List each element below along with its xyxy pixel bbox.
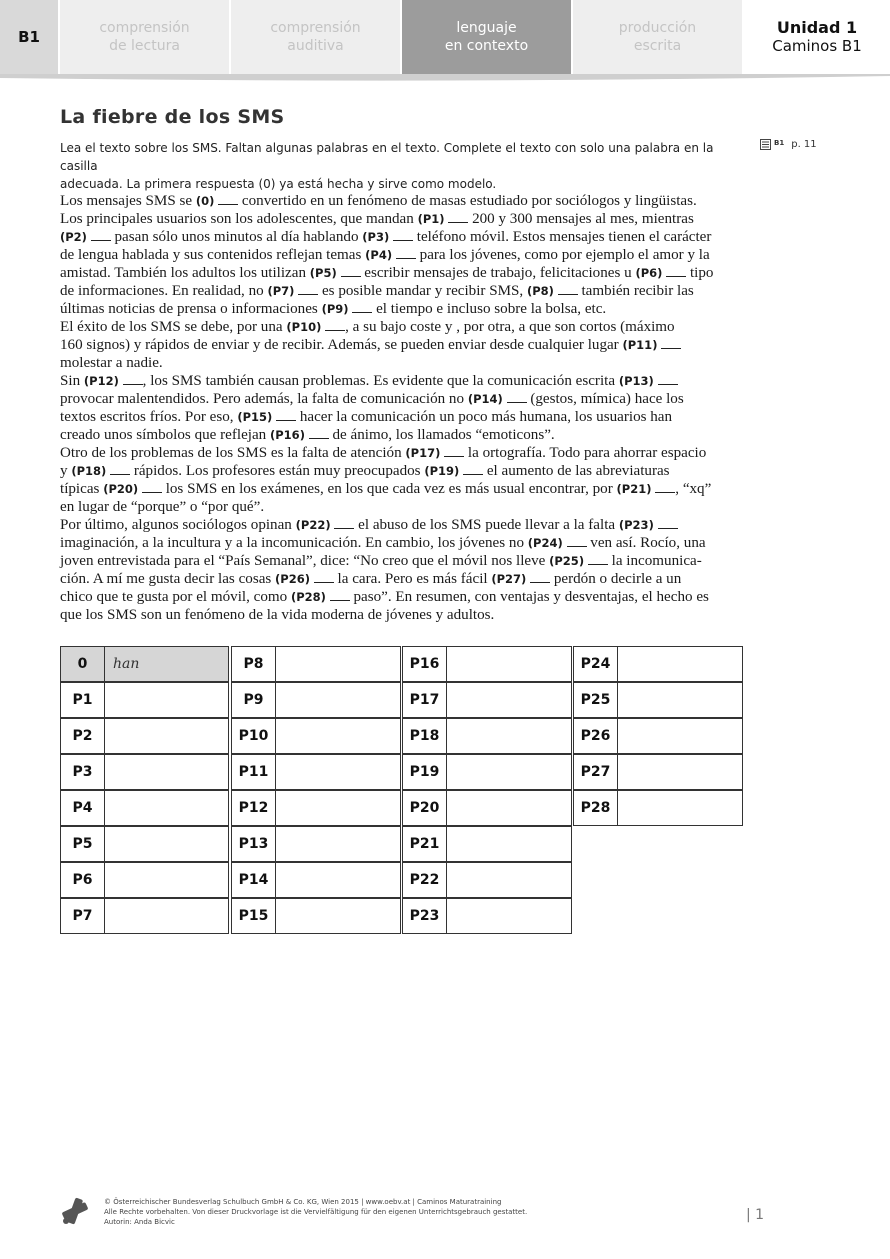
text-segment: Los mensajes SMS se [60, 193, 196, 209]
text-segment: en lugar de “porque” o “por qué”. [60, 499, 265, 515]
answer-field[interactable] [446, 646, 572, 682]
text-segment: textos escritos fríos. Por eso, [60, 409, 238, 425]
tab-label-line2: auditiva [287, 38, 344, 54]
gap-blank [218, 192, 238, 205]
text-segment: teléfono móvil. Estos mensajes tienen el carácter [413, 229, 712, 245]
text-line [60, 336, 750, 354]
instructions-line2: adecuada. La primera respuesta (0) ya está hecha y sirve como modelo. [60, 177, 497, 191]
text-segment: es posible mandar y recibir SMS, [318, 283, 527, 299]
gap-marker: (P9) [321, 302, 349, 316]
gap-marker: (P7) [267, 284, 295, 298]
answer-label: P12 [231, 790, 276, 826]
text-line [60, 390, 750, 408]
gap-marker: (P15) [237, 410, 273, 424]
tab-label-line2: de lectura [109, 38, 180, 54]
text-segment: también recibir las [577, 283, 694, 299]
answer-field[interactable] [617, 682, 743, 718]
text-line [60, 354, 750, 372]
answer-label: P23 [402, 898, 447, 934]
answer-label: P22 [402, 862, 447, 898]
gap-blank [142, 480, 162, 493]
text-segment: molestar a nadie. [60, 355, 163, 371]
text-line [60, 444, 750, 462]
answer-label: P5 [60, 826, 105, 862]
gap-marker: (P6) [635, 266, 663, 280]
gap-marker: (P2) [60, 230, 87, 244]
text-segment: el abuso de los SMS puede llevar a la falta [354, 517, 619, 533]
answer-label: P7 [60, 898, 105, 934]
text-line [60, 210, 750, 228]
answer-label: P6 [60, 862, 105, 898]
text-segment: ción. A mí me gusta decir las cosas [60, 571, 276, 587]
answer-field[interactable] [275, 862, 401, 898]
text-segment: el tiempo e incluso sobre la bolsa, etc. [372, 301, 607, 317]
text-segment: Sin [60, 373, 84, 389]
answer-label: P16 [402, 646, 447, 682]
gap-blank [298, 282, 318, 295]
text-segment: El éxito de los SMS se debe, por una [60, 319, 287, 335]
page-number: | 1 [746, 1207, 765, 1223]
answer-field[interactable] [275, 898, 401, 934]
text-segment: que los SMS son un fenómeno de la vida moderna de jóvenes y adultos. [60, 607, 495, 623]
gap-blank [530, 570, 550, 583]
answer-field[interactable] [617, 718, 743, 754]
answer-field[interactable] [446, 898, 572, 934]
text-line [60, 534, 750, 552]
text-segment: amistad. También los adultos los utilizan [60, 265, 310, 281]
answer-field[interactable] [275, 754, 401, 790]
answer-label: P14 [231, 862, 276, 898]
text-segment: y [60, 463, 72, 479]
text-segment: de lengua hablada y sus contenidos reflejan temas [60, 247, 366, 263]
tab-lenguaje-contexto[interactable] [402, 0, 571, 74]
gap-blank [444, 444, 464, 457]
text-segment: , “xq” [675, 481, 712, 497]
text-line [60, 192, 750, 210]
gap-marker: (P13) [618, 374, 654, 388]
book-reference [760, 139, 817, 150]
tab-label-line2: en contexto [444, 38, 529, 54]
text-segment: la incomunica- [607, 553, 702, 569]
gap-marker: (P14) [467, 392, 503, 406]
reference-level: B1 [774, 139, 785, 147]
text-line [60, 570, 750, 588]
gap-blank [448, 210, 468, 223]
answer-field[interactable] [104, 898, 229, 934]
answer-field[interactable] [617, 754, 743, 790]
gap-marker: (P10) [286, 320, 322, 334]
answer-label: P9 [231, 682, 276, 718]
answer-field[interactable] [446, 682, 572, 718]
gap-blank [396, 246, 416, 259]
text-segment: imaginación, a la incultura y a la incomunicación. En cambio, los jóvenes no [60, 535, 528, 551]
answer-field[interactable] [104, 790, 229, 826]
answer-label: P10 [231, 718, 276, 754]
text-segment: últimas noticias de prensa o informaciones [60, 301, 322, 317]
answer-field[interactable] [104, 754, 229, 790]
gap-blank [325, 318, 345, 331]
text-segment: escribir mensajes de trabajo, felicitaciones u [360, 265, 636, 281]
text-segment: de informaciones. En realidad, no [60, 283, 268, 299]
gap-marker: (P25) [549, 554, 585, 568]
answer-field[interactable] [617, 790, 743, 826]
gap-marker: (P23) [618, 518, 654, 532]
gap-blank [309, 426, 329, 439]
gap-blank [658, 516, 678, 529]
answer-field[interactable] [104, 862, 229, 898]
text-segment: tipo [686, 265, 714, 281]
answer-field[interactable] [104, 826, 229, 862]
text-segment: la ortografía. Todo para ahorrar espacio [464, 445, 707, 461]
gap-blank [91, 228, 111, 241]
text-segment: Otro de los problemas de los SMS es la falta de atención [60, 445, 406, 461]
gap-blank [334, 516, 354, 529]
answer-label: P26 [573, 718, 618, 754]
text-line [60, 282, 750, 300]
tab-label-line1: producción [618, 20, 697, 36]
level-badge: B1 [0, 0, 58, 74]
text-segment: los SMS en los exámenes, en los que cada vez es más usual encontrar, por [161, 481, 617, 497]
text-segment: provocar malentendidos. Pero además, la falta de comunicación no [60, 391, 468, 407]
text-line [60, 228, 750, 246]
tab-comprension-auditiva[interactable] [231, 0, 400, 74]
text-line [60, 516, 750, 534]
answer-label: P20 [402, 790, 447, 826]
gap-blank [110, 462, 130, 475]
gap-marker: (P20) [103, 482, 139, 496]
unit-subtitle: Caminos B1 [772, 37, 862, 55]
answer-label: P2 [60, 718, 105, 754]
text-segment: 200 y 300 mensajes al mes, mientras [468, 211, 694, 227]
gap-marker: (P26) [275, 572, 310, 586]
text-segment: para los jóvenes, como por ejemplo el amor y la [415, 247, 710, 263]
text-segment: creado unos símbolos que reflejan [60, 427, 270, 443]
instructions-line1: Lea el texto sobre los SMS. Faltan algunas palabras en el texto. Complete el texto con solo una palabra en la casilla [60, 141, 714, 173]
page-title: La fiebre de los SMS [60, 106, 285, 128]
gap-marker: (P17) [405, 446, 441, 460]
gap-marker: (P19) [424, 464, 460, 478]
gap-blank [658, 372, 678, 385]
reference-page: p. 11 [791, 139, 817, 150]
header-bar [0, 0, 890, 80]
tab-label-line1: comprensión [270, 20, 361, 36]
answer-label: P18 [402, 718, 447, 754]
header-swoosh [0, 74, 890, 82]
answer-field[interactable] [275, 682, 401, 718]
gap-blank [330, 588, 350, 601]
text-segment: convertido en un fenómeno de masas estudiado por sociólogos y lingüistas. [238, 193, 697, 209]
text-segment: pasan sólo unos minutos al día hablando [110, 229, 363, 245]
answer-label: P24 [573, 646, 618, 682]
text-segment: 160 signos) y rápidos de enviar y de recibir. Además, se pueden enviar desde cualquier lugar [60, 337, 623, 353]
gap-blank [661, 336, 681, 349]
answer-label: P19 [402, 754, 447, 790]
unit-label [744, 0, 890, 74]
gap-blank [588, 552, 608, 565]
answer-field[interactable] [275, 826, 401, 862]
text-segment: Los principales usuarios son los adolescentes, que mandan [60, 211, 418, 227]
text-line [60, 426, 750, 444]
answer-label: P27 [573, 754, 618, 790]
answer-label: P11 [231, 754, 276, 790]
answer-label: P28 [573, 790, 618, 826]
text-segment: perdón o decirle a un [550, 571, 682, 587]
text-segment: la cara. Pero es más fácil [333, 571, 492, 587]
answer-label: P15 [231, 898, 276, 934]
gap-marker: (P12) [83, 374, 119, 388]
footer-copyright: © Österreichischer Bundesverlag Schulbuch GmbH & Co. KG, Wien 2015 | www.oebv.at | Caminos Maturatraining Alle Rechte vorbehalten. Von dieser Druckvorlage ist die Vervielfältigung für den eigenen Unterrichtsgebrauch gestattet. Autorin: Anda Bicvic [104, 1198, 528, 1226]
answer-label: P1 [60, 682, 105, 718]
gap-blank [341, 264, 361, 277]
text-segment: Por último, algunos sociólogos opinan [60, 517, 296, 533]
text-line [60, 372, 750, 390]
text-line [60, 300, 750, 318]
text-line [60, 480, 750, 498]
text-line [60, 498, 750, 516]
answer-field[interactable] [617, 646, 743, 682]
text-segment: , los SMS también causan problemas. Es evidente que la comunicación escrita [142, 373, 619, 389]
gap-blank [314, 570, 334, 583]
text-segment: el aumento de las abreviaturas [483, 463, 670, 479]
gap-marker: (P16) [270, 428, 305, 442]
instructions [60, 139, 740, 193]
gap-marker: (P8) [526, 284, 554, 298]
answer-field[interactable] [104, 682, 229, 718]
text-segment: ven así. Rocío, una [586, 535, 706, 551]
text-segment: joven entrevistada para el “País Semanal”, dice: “No creo que el móvil nos lleve [60, 553, 550, 569]
tab-label-line2: escrita [633, 38, 682, 54]
gap-marker: (P1) [417, 212, 445, 226]
gap-marker: (P18) [71, 464, 107, 478]
gap-blank [655, 480, 675, 493]
gap-marker: (P5) [309, 266, 337, 280]
text-line [60, 318, 750, 336]
answer-label: P8 [231, 646, 276, 682]
text-line [60, 462, 750, 480]
gap-blank [507, 390, 527, 403]
text-segment: hacer la comunicación un poco más humana, los usuarios han [296, 409, 673, 425]
gap-blank [463, 462, 483, 475]
gap-blank [567, 534, 587, 547]
answer-label: P4 [60, 790, 105, 826]
answer-label: P21 [402, 826, 447, 862]
text-line [60, 264, 750, 282]
text-segment: , a su bajo coste y , por otra, a que son cortos (máximo [345, 319, 675, 335]
text-segment: chico que te gusta por el móvil, como [60, 589, 291, 605]
text-line [60, 606, 750, 624]
text-line [60, 588, 750, 606]
text-segment: de ánimo, los llamados “emoticons”. [328, 427, 555, 443]
tab-comprension-lectura[interactable] [60, 0, 229, 74]
answer-field[interactable] [275, 790, 401, 826]
tab-produccion-escrita[interactable] [573, 0, 742, 74]
gap-blank [666, 264, 686, 277]
gap-marker: (P11) [622, 338, 658, 352]
answer-field[interactable] [275, 646, 401, 682]
text-line [60, 408, 750, 426]
answer-label: P13 [231, 826, 276, 862]
answer-field[interactable] [446, 862, 572, 898]
answer-label: P17 [402, 682, 447, 718]
answer-field[interactable] [446, 754, 572, 790]
text-segment: rápidos. Los profesores están muy preocupados [130, 463, 425, 479]
text-segment: paso”. En resumen, con ventajas y desventajas, el hecho es [349, 589, 709, 605]
answer-label: P3 [60, 754, 105, 790]
gap-marker: (0) [195, 194, 215, 208]
gap-blank [393, 228, 413, 241]
gap-blank [558, 282, 578, 295]
answer-field: han [104, 646, 229, 682]
text-segment: típicas [60, 481, 104, 497]
cloze-text [60, 192, 750, 624]
gap-marker: (P22) [295, 518, 331, 532]
answer-field[interactable] [446, 826, 572, 862]
answer-field[interactable] [446, 718, 572, 754]
answer-label: 0 [60, 646, 105, 682]
gap-marker: (P21) [616, 482, 652, 496]
answer-label: P25 [573, 682, 618, 718]
answer-field[interactable] [104, 718, 229, 754]
gap-marker: (P24) [527, 536, 563, 550]
gap-marker: (P3) [362, 230, 390, 244]
book-icon [760, 139, 771, 150]
publisher-logo-icon [60, 1196, 90, 1226]
answer-field[interactable] [275, 718, 401, 754]
gap-marker: (P27) [491, 572, 527, 586]
tab-label-line1: lenguaje [456, 20, 517, 36]
text-line [60, 246, 750, 264]
gap-marker: (P28) [290, 590, 326, 604]
text-segment: (gestos, mímica) hace los [526, 391, 684, 407]
tab-label-line1: comprensión [99, 20, 190, 36]
unit-title: Unidad 1 [776, 18, 858, 37]
answer-field[interactable] [446, 790, 572, 826]
gap-blank [352, 300, 372, 313]
gap-blank [276, 408, 296, 421]
gap-marker: (P4) [365, 248, 393, 262]
gap-blank [123, 372, 143, 385]
text-line [60, 552, 750, 570]
